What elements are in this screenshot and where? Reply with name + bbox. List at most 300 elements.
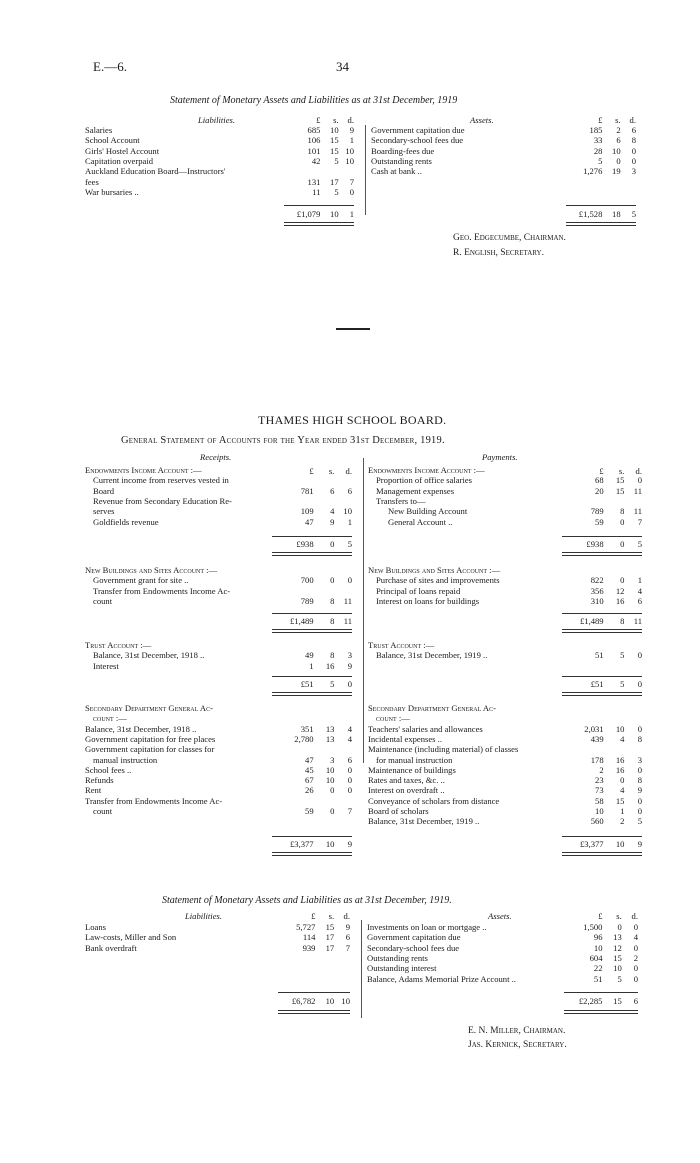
line-item-label: Secondary-school fees due — [367, 942, 460, 953]
amount-pounds: 560 — [590, 816, 604, 827]
amount-pence: 0 — [349, 186, 354, 197]
amount-shillings: 5 — [330, 679, 335, 689]
amount-pounds: 822 — [590, 575, 604, 586]
amount-pounds: 51 — [593, 973, 603, 984]
amount-pounds: £1,489 — [579, 616, 604, 626]
amount-shillings: s. — [615, 115, 621, 125]
secretary-signature-2: Jas. Kernick, Secretary. — [468, 1040, 567, 1050]
subtotal-rule — [272, 836, 352, 837]
column-divider — [361, 920, 362, 1018]
amount-pence: 6 — [637, 595, 642, 606]
amount-pence: 7 — [345, 942, 350, 953]
amount-shillings: 15 — [325, 922, 335, 932]
amount-pounds: 131 — [307, 176, 321, 187]
chairman-signature-2: E. N. Miller, Chairman. — [468, 1026, 566, 1036]
amount-shillings: 10 — [325, 775, 335, 786]
amount-pounds: 789 — [590, 506, 604, 517]
amount-shillings: s. — [618, 466, 625, 476]
line-item-label: Refunds — [85, 775, 114, 786]
amount-shillings: 5 — [334, 186, 339, 197]
line-item-label: Conveyance of scholars from distance — [368, 795, 500, 806]
amount-pence: 3 — [347, 650, 352, 661]
amount-pounds: 42 — [311, 155, 321, 166]
statement-title-2: Statement of Monetary Assets and Liabilities as at 31st December, 1919. — [162, 895, 452, 906]
amount-shillings: 12 — [613, 942, 622, 953]
line-item-label: New Buildings and Sites Account :— — [368, 565, 501, 575]
amount-pence: 11 — [633, 616, 642, 626]
line-item-label: Outstanding rents — [371, 155, 432, 166]
liabilities-heading-1: Liabilities. — [198, 115, 236, 125]
amount-shillings: 16 — [615, 595, 625, 606]
subtotal-rule — [562, 613, 642, 614]
amount-pounds: £938 — [586, 539, 604, 549]
amount-pence: 9 — [637, 839, 642, 849]
amount-shillings: 8 — [330, 616, 335, 626]
amount-pence: 11 — [633, 506, 642, 517]
line-item-label: General Account .. — [388, 516, 453, 527]
board-name: THAMES HIGH SCHOOL BOARD. — [258, 413, 447, 427]
page-number: 34 — [336, 59, 349, 74]
line-item-label: Interest on loans for buildings — [376, 595, 480, 606]
amount-pence: 6 — [347, 485, 352, 496]
amount-pence: 0 — [637, 764, 642, 775]
amount-shillings: 6 — [330, 485, 335, 496]
amount-pence: 10 — [341, 996, 350, 1006]
amount-shillings: 15 — [613, 996, 622, 1006]
line-item-label: Investments on loan or mortgage .. — [367, 922, 487, 932]
amount-pounds: 11 — [312, 186, 321, 197]
amount-pounds: 439 — [590, 733, 604, 744]
assets-heading-2: Assets. — [488, 911, 512, 921]
amount-pence: 10 — [345, 145, 354, 156]
double-rule — [562, 629, 642, 633]
amount-pounds: 96 — [593, 932, 603, 943]
subtotal-rule — [562, 676, 642, 677]
amount-shillings: 15 — [615, 795, 625, 806]
total-rule — [284, 205, 354, 206]
amount-shillings: 17 — [325, 942, 335, 953]
amount-shillings: 16 — [325, 660, 335, 671]
line-item-label: Bank overdraft — [85, 942, 137, 953]
line-item-label: Teachers' salaries and allowances — [368, 723, 483, 734]
amount-pence: d. — [345, 466, 352, 476]
amount-pence: 9 — [347, 660, 352, 671]
line-item-label: Government capitation due — [367, 932, 461, 943]
double-rule — [272, 852, 352, 856]
line-item-label: Management expenses — [376, 485, 455, 496]
amount-pence: 0 — [637, 806, 642, 816]
amount-pounds: 310 — [590, 595, 604, 606]
double-rule — [284, 222, 354, 226]
amount-pounds: 5,727 — [296, 922, 316, 932]
amount-pence: 1 — [349, 135, 354, 146]
amount-pence: 7 — [637, 516, 642, 527]
payments-heading: Payments. — [482, 452, 518, 462]
line-item-label: count — [93, 806, 113, 816]
line-item-label: count :— — [93, 713, 127, 724]
amount-pence: 0 — [347, 575, 352, 586]
amount-shillings: 15 — [330, 145, 339, 156]
amount-pence: 0 — [633, 942, 638, 953]
amount-shillings: 8 — [620, 616, 625, 626]
amount-pence: 4 — [633, 932, 638, 943]
amount-pounds: £ — [311, 911, 316, 921]
amount-pounds: 10 — [595, 806, 604, 816]
amount-pence: 11 — [343, 595, 352, 606]
amount-shillings: 13 — [613, 932, 622, 943]
amount-shillings: 4 — [620, 785, 625, 796]
amount-pence: 0 — [637, 650, 642, 661]
amount-pounds: 73 — [595, 785, 604, 796]
line-item-label: Board of scholars — [368, 806, 429, 816]
amount-shillings: 5 — [620, 679, 625, 689]
double-rule — [272, 552, 352, 556]
line-item-label: count :— — [376, 713, 410, 724]
amount-pence: 1 — [347, 516, 352, 527]
double-rule — [566, 222, 636, 226]
amount-shillings: 0 — [620, 516, 625, 527]
amount-pounds: 109 — [300, 506, 314, 517]
amount-pounds: 47 — [305, 754, 314, 765]
amount-pence: 5 — [637, 816, 642, 827]
subtotal-rule — [272, 536, 352, 537]
line-item-label: Balance, 31st December, 1918 .. — [93, 650, 205, 661]
amount-shillings: 15 — [615, 475, 625, 486]
amount-pounds: 106 — [307, 135, 321, 146]
amount-pence: 2 — [633, 952, 638, 963]
amount-pounds: 59 — [305, 806, 314, 816]
line-item-label: New Buildings and Sites Account :— — [85, 565, 218, 575]
amount-pence: 0 — [637, 679, 642, 689]
amount-pence: 7 — [349, 176, 354, 187]
line-item-label: Law-costs, Miller and Son — [85, 932, 177, 943]
amount-shillings: 13 — [325, 733, 335, 744]
amount-shillings: 10 — [615, 839, 625, 849]
amount-shillings: 15 — [615, 485, 625, 496]
amount-shillings: 0 — [620, 775, 625, 786]
amount-pounds: £1,079 — [296, 209, 321, 219]
line-item-label: Auckland Education Board—Instructors' — [85, 166, 226, 177]
amount-shillings: 0 — [330, 785, 335, 796]
amount-pounds: 2,780 — [294, 733, 314, 744]
line-item-label: Incidental expenses .. — [368, 733, 442, 744]
amount-pence: 3 — [631, 166, 636, 177]
amount-pence: 5 — [631, 209, 636, 219]
statement-title-1: Statement of Monetary Assets and Liabilities as at 31st December, 1919 — [170, 95, 458, 106]
amount-shillings: 2 — [616, 125, 621, 135]
amount-pounds: £51 — [590, 679, 604, 689]
amount-pounds: 178 — [590, 754, 604, 765]
line-item-label: Trust Account :— — [368, 640, 435, 650]
amount-shillings: 17 — [325, 932, 335, 943]
amount-pounds: 22 — [593, 963, 603, 974]
amount-shillings: 10 — [612, 145, 621, 156]
line-item-label: School fees .. — [85, 764, 132, 775]
amount-pounds: 23 — [595, 775, 604, 786]
accounts-title: General Statement of Accounts for the Year ended 31st December, 1919. — [121, 435, 445, 446]
amount-pounds: 789 — [300, 595, 314, 606]
amount-shillings: 9 — [330, 516, 335, 527]
amount-shillings: 17 — [330, 176, 339, 187]
secretary-signature-1: R. English, Secretary. — [453, 248, 544, 258]
amount-shillings: 10 — [613, 963, 622, 974]
amount-shillings: 15 — [330, 135, 339, 146]
amount-shillings: 10 — [330, 125, 339, 135]
line-item-label: Trust Account :— — [85, 640, 152, 650]
line-item-label: Goldfields revenue — [93, 516, 159, 527]
amount-pence: 0 — [633, 973, 638, 984]
double-rule — [272, 692, 352, 696]
double-rule — [562, 692, 642, 696]
amount-pounds: 356 — [590, 585, 604, 596]
amount-pounds: £1,489 — [289, 616, 314, 626]
assets-heading-1: Assets. — [470, 115, 494, 125]
amount-shillings: 18 — [612, 209, 621, 219]
line-item-label: serves — [93, 506, 115, 517]
amount-pounds: 58 — [595, 795, 604, 806]
amount-pence: 0 — [347, 785, 352, 796]
subtotal-rule — [272, 676, 352, 677]
line-item-label: Secondary Department General Ac- — [368, 703, 496, 713]
line-item-label: Balance, 31st December, 1918 .. — [85, 723, 197, 734]
amount-pounds: 68 — [595, 475, 604, 486]
line-item-label: Outstanding rents — [367, 952, 428, 963]
line-item-label: Transfer from Endowments Income Ac- — [93, 585, 231, 596]
line-item-label: Maintenance (including material) of classes — [368, 744, 519, 755]
double-rule — [562, 852, 642, 856]
amount-pence: d. — [631, 911, 638, 921]
amount-pence: 6 — [345, 932, 350, 943]
amount-shillings: 8 — [330, 595, 335, 606]
amount-shillings: 10 — [615, 723, 625, 734]
amount-pence: 0 — [637, 795, 642, 806]
amount-pence: 10 — [345, 155, 354, 166]
line-item-label: Salaries — [85, 125, 113, 135]
amount-shillings: 5 — [617, 973, 622, 984]
amount-shillings: 0 — [616, 155, 621, 166]
amount-pence: 0 — [633, 922, 638, 932]
amount-pence: 5 — [347, 539, 352, 549]
amount-shillings: 0 — [330, 806, 335, 816]
double-rule — [562, 552, 642, 556]
amount-shillings: 0 — [620, 575, 625, 586]
line-item-label: Government capitation for free places — [85, 733, 216, 744]
amount-pounds: £2,285 — [578, 996, 603, 1006]
amount-pence: 6 — [631, 125, 636, 135]
amount-shillings: 10 — [325, 839, 335, 849]
amount-pounds: £ — [598, 911, 603, 921]
amount-shillings: 3 — [330, 754, 335, 765]
amount-shillings: 0 — [330, 575, 335, 586]
line-item-label: Outstanding interest — [367, 963, 437, 974]
amount-pounds: 1 — [309, 660, 314, 671]
double-rule — [564, 1010, 638, 1014]
amount-pence: 9 — [345, 922, 350, 932]
line-item-label: Interest on overdraft .. — [368, 785, 445, 796]
amount-shillings: 0 — [617, 922, 622, 932]
amount-pounds: 781 — [300, 485, 314, 496]
amount-pounds: 67 — [305, 775, 314, 786]
amount-pounds: 10 — [593, 942, 603, 953]
line-item-label: Balance, 31st December, 1919 .. — [376, 650, 488, 661]
amount-pence: 11 — [343, 616, 352, 626]
amount-pounds: 939 — [302, 942, 316, 953]
amount-pounds: 101 — [307, 145, 321, 156]
section-divider — [336, 328, 370, 330]
amount-pence: d. — [635, 466, 642, 476]
amount-pence: 4 — [347, 723, 352, 734]
line-item-label: Transfers to— — [376, 495, 426, 506]
line-item-label: Transfer from Endowments Income Ac- — [85, 795, 223, 806]
line-item-label: School Account — [85, 135, 140, 146]
amount-pence: 0 — [631, 145, 636, 156]
amount-shillings: 16 — [615, 754, 625, 765]
line-item-label: Principal of loans repaid — [376, 585, 461, 596]
amount-pounds: 59 — [595, 516, 604, 527]
subtotal-rule — [562, 836, 642, 837]
line-item-label: Maintenance of buildings — [368, 764, 456, 775]
total-rule — [564, 992, 638, 993]
amount-pounds: 45 — [305, 764, 314, 775]
amount-shillings: 0 — [330, 539, 335, 549]
amount-pounds: 26 — [305, 785, 314, 796]
amount-shillings: 16 — [615, 764, 625, 775]
amount-shillings: s. — [333, 115, 339, 125]
amount-pounds: £ — [316, 115, 321, 125]
amount-pounds: 33 — [593, 135, 603, 146]
amount-shillings: 4 — [620, 733, 625, 744]
amount-pounds: 2 — [599, 764, 604, 775]
amount-shillings: 5 — [334, 155, 339, 166]
amount-shillings: 0 — [620, 539, 625, 549]
line-item-label: Revenue from Secondary Education Re- — [93, 495, 232, 506]
amount-shillings: 13 — [325, 723, 335, 734]
amount-shillings: 8 — [330, 650, 335, 661]
amount-pounds: 47 — [305, 516, 314, 527]
amount-shillings: 15 — [613, 952, 622, 963]
amount-pounds: 28 — [593, 145, 603, 156]
amount-shillings: 6 — [616, 135, 621, 146]
line-item-label: War bursaries .. — [85, 186, 139, 197]
amount-pence: 1 — [637, 575, 642, 586]
line-item-label: Balance, 31st December, 1919 .. — [368, 816, 480, 827]
amount-pence: 8 — [631, 135, 636, 146]
amount-pence: 0 — [347, 679, 352, 689]
amount-pence: 8 — [637, 733, 642, 744]
amount-pence: 1 — [349, 209, 354, 219]
line-item-label: Capitation overpaid — [85, 155, 154, 166]
line-item-label: Proportion of office salaries — [376, 475, 473, 486]
liabilities-heading-2: Liabilities. — [185, 911, 223, 921]
amount-pounds: £6,782 — [291, 996, 316, 1006]
amount-pounds: £ — [599, 466, 604, 476]
line-item-label: fees — [85, 176, 99, 187]
amount-pounds: 700 — [300, 575, 314, 586]
line-item-label: Girls' Hostel Account — [85, 145, 160, 156]
amount-pounds: £ — [598, 115, 603, 125]
amount-pence: 0 — [631, 155, 636, 166]
amount-pence: 9 — [349, 125, 354, 135]
line-item-label: Government capitation due — [371, 125, 465, 135]
amount-shillings: 10 — [325, 996, 335, 1006]
line-item-label: Cash at bank .. — [371, 166, 422, 177]
amount-shillings: s. — [328, 911, 335, 921]
double-rule — [278, 1010, 350, 1014]
amount-pounds: 685 — [307, 125, 321, 135]
line-item-label: manual instruction — [93, 754, 158, 765]
line-item-label: for manual instruction — [376, 754, 453, 765]
amount-pounds: £51 — [300, 679, 314, 689]
line-item-label: New Building Account — [388, 506, 468, 517]
amount-pounds: 51 — [595, 650, 604, 661]
amount-pence: d. — [629, 115, 636, 125]
line-item-label: Purchase of sites and improvements — [376, 575, 500, 586]
column-divider — [365, 125, 366, 215]
line-item-label: Endowments Income Account :— — [368, 465, 485, 475]
double-rule — [272, 629, 352, 633]
amount-pence: 3 — [637, 754, 642, 765]
amount-pounds: 20 — [595, 485, 604, 496]
line-item-label: Secondary-school fees due — [371, 135, 464, 146]
line-item-label: Loans — [85, 922, 107, 932]
amount-pounds: 2,031 — [584, 723, 604, 734]
amount-pounds: £3,377 — [579, 839, 604, 849]
amount-pence: 0 — [637, 723, 642, 734]
amount-pence: 6 — [633, 996, 638, 1006]
receipts-heading: Receipts. — [200, 452, 232, 462]
amount-shillings: s. — [616, 911, 622, 921]
subtotal-rule — [562, 536, 642, 537]
amount-pence: 5 — [637, 539, 642, 549]
amount-pence: 0 — [347, 775, 352, 786]
amount-pence: 4 — [347, 733, 352, 744]
total-rule — [566, 205, 636, 206]
amount-pence: 9 — [347, 839, 352, 849]
subtotal-rule — [272, 613, 352, 614]
column-divider — [363, 458, 364, 763]
amount-pence: 8 — [637, 775, 642, 786]
line-item-label: Rates and taxes, &c. .. — [368, 775, 445, 786]
amount-pence: 10 — [343, 506, 352, 517]
amount-pence: 0 — [633, 963, 638, 974]
line-item-label: Endowments Income Account :— — [85, 465, 202, 475]
amount-pounds: 1,500 — [583, 922, 603, 932]
amount-pounds: £1,528 — [578, 209, 603, 219]
amount-shillings: 12 — [615, 585, 625, 596]
amount-shillings: 5 — [620, 650, 625, 661]
amount-pounds: £ — [309, 466, 314, 476]
amount-pounds: 351 — [300, 723, 314, 734]
amount-pence: d. — [347, 115, 354, 125]
line-item-label: Rent — [85, 785, 102, 796]
amount-pence: 4 — [637, 585, 642, 596]
line-item-label: count — [93, 595, 113, 606]
chairman-signature-1: Geo. Edgecumbe, Chairman. — [453, 233, 566, 243]
amount-pounds: 604 — [589, 952, 603, 963]
amount-shillings: 10 — [330, 209, 339, 219]
amount-pounds: £3,377 — [289, 839, 314, 849]
amount-shillings: 8 — [620, 506, 625, 517]
line-item-label: Boarding-fees due — [371, 145, 435, 156]
line-item-label: Balance, Adams Memorial Prize Account .. — [367, 973, 516, 984]
amount-pounds: 114 — [302, 932, 316, 943]
page-reference: E.—6. — [93, 59, 127, 74]
amount-shillings: 19 — [612, 166, 621, 177]
amount-pence: d. — [343, 911, 350, 921]
amount-pounds: 1,276 — [583, 166, 603, 177]
amount-pence: 11 — [633, 485, 642, 496]
line-item-label: Secondary Department General Ac- — [85, 703, 213, 713]
